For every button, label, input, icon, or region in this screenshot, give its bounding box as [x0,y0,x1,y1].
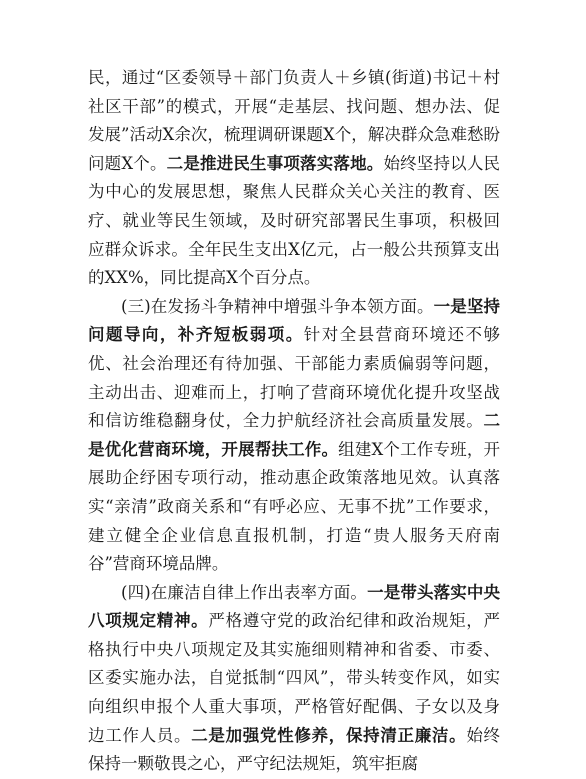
paragraph-2-lead-2: 二是优化营商环境，开展帮扶工作。 [88,411,500,459]
paragraph-3 [88,579,500,779]
paragraph-3-lead-2: 二是加强党性修养，保持清正廉洁。 [191,725,467,745]
paragraph-1 [88,64,500,293]
paragraph-2 [88,293,500,579]
paragraph-2-text-2: 组建X个工作专班，开展助企纾困专项行动，推动惠企政策落地见效。认真落实“亲清”政商关系和“有呼必应、无事不扰”工作要求，建立健全企业信息直报机制，打造“贵人服务天府南谷”营商环境品牌。 [88,439,500,574]
paragraph-1-lead: 二是推进民生事项落实落地。 [166,153,384,173]
paragraph-3-text-1: 严格遵守党的政治纪律和政治规矩，严格执行中央八项规定及其实施细则精神和省委、市委、区委实施办法，自觉抵制“四风”，带头转变作风，如实向组织申报个人重大事项，严格管好配偶、子女以及身边工作人员。 [88,611,501,745]
paragraph-3-text-2: 始终保持一颗敬畏之心，严守纪法规矩，筑牢拒腐 [88,725,501,774]
paragraph-2-lead-1: 一是坚持问题导向，补齐短板弱项。 [88,296,501,345]
paragraph-3-lead-1: 一是带头落实中央八项规定精神。 [88,582,501,631]
paragraph-2-heading: (三)在发扬斗争精神中增强斗争本领方面。 [121,296,434,316]
paragraph-1-text: 民，通过“区委领导＋部门负责人＋乡镇(街道)书记＋村社区干部”的模式，开展“走基层、找问题、想办法、促发展”活动X余次，梳理调研课题X个，解决群众急难愁盼问题X个。 [88,68,500,173]
document-body [88,64,500,779]
paragraph-3-heading: (四)在廉洁自律上作出表率方面。 [121,582,368,602]
paragraph-2-text-1: 针对全县营商环境还不够优、社会治理还有待加强、干部能力素质偏弱等问题，主动出击、迎难而上，打响了营商环境优化提升攻坚战和信访维稳翻身仗，全力护航经济社会高质量发展。 [88,325,501,431]
paragraph-1-text-2: 始终坚持以人民为中心的发展思想，聚焦人民群众关心关注的教育、医疗、就业等民生领域，及时研究部署民生事项，积极回应群众诉求。全年民生支出X亿元，占一般公共预算支出的XX%，同比提高X个百分点。 [88,153,501,288]
